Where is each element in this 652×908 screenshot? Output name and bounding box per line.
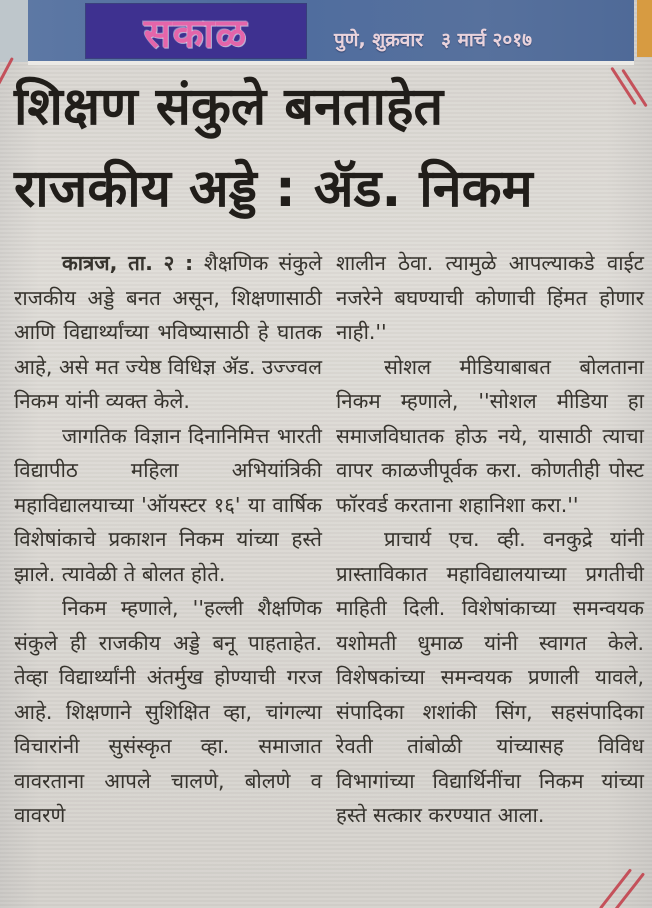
masthead-band-edge: [28, 61, 634, 65]
dateline-date: ३ मार्च २०१७: [441, 29, 533, 51]
paragraph-2-text: जागतिक विज्ञान दिनानिमित्त भारती विद्यापीठ महिला अभियांत्रिकी महाविद्यालयाच्या 'ऑयस्टर १६' या वार्षिक विशेषांकाचे प्रकाशन निकम यांच्या हस्ते झाले. त्यावेळी ते बोलत होते.: [14, 423, 322, 586]
paragraph-2: [14, 419, 322, 592]
paragraph-5: [336, 522, 644, 833]
dateline-lead: कात्रज, ता. २ :: [62, 251, 204, 275]
paragraph-1-text: शैक्षणिक संकुले राजकीय अड्डे बनत असून, शिक्षणासाठी आणि विद्यार्थ्यांच्या भविष्यासाठी हे घातक आहे, असे मत ज्येष्ठ विधिज्ञ ॲड. उज्ज्वल निकम यांनी व्यक्त केले.: [14, 251, 323, 413]
pen-mark-bottom-right-2: [612, 872, 645, 908]
paragraph-3-continued-text: शालीन ठेवा. त्यामुळे आपल्याकडे वाईट नजरेने बघण्याची कोणाची हिंमत होणार नाही.'': [336, 251, 644, 344]
right-edge-strip: [637, 0, 652, 57]
headline-line-1: शिक्षण संकुले बनताहेत: [14, 77, 444, 137]
paragraph-4-text: सोशल मीडियाबाबत बोलताना निकम म्हणाले, ''सोशल मीडिया हा समाजविघातक होऊ नये, यासाठी त्याचा वापर काळजीपूर्वक करा. कोणतीही पोस्ट फॉरवर्ड करताना शहानिशा करा.'': [336, 354, 644, 517]
paragraph-5-text: प्राचार्य एच. व्ही. वनकुद्रे यांनी प्रास्ताविकात महाविद्यालयाच्या प्रगतीची माहिती दिली. विशेषांकाच्या समन्वयक यशोमती धुमाळ यांनी स्वागत केले. विशेषकांच्या समन्वयक प्रणाली यावले, संपादिका शशांकी सिंग, सहसंपादिका रेवती तांबोळी यांच्यासह विविध विभागांच्या विद्यार्थिनींचा निकम यांच्या हस्ते सत्कार करण्यात आला.: [336, 527, 644, 827]
pen-mark-bottom-right-1: [599, 868, 632, 908]
paragraph-3-continued: [336, 246, 644, 350]
paragraph-3-text: निकम म्हणाले, ''हल्ली शैक्षणिक संकुले ही राजकीय अड्डे बनू पाहताहेत. तेव्हा विद्यार्थ्यांनी अंतर्मुख होण्याची गरज आहे. शिक्षणाने सुशिक्षित व्हा, चांगल्या विचारांनी सुसंस्कृत व्हा. समाजात वावरताना आपले चालणे, बोलणे व वावरणे: [14, 596, 322, 827]
paragraph-1: [14, 246, 322, 419]
newspaper-logo-box: [86, 4, 306, 58]
headline-line-2: राजकीय अड्डे : ॲड. निकम: [14, 159, 533, 219]
column-right: [336, 246, 644, 833]
left-edge-strip: [0, 0, 30, 62]
article-headline: [14, 66, 640, 230]
paragraph-4: [336, 350, 644, 523]
article-body: [14, 246, 644, 833]
newspaper-logo: सकाळ: [143, 10, 249, 57]
masthead-dateline: [308, 26, 558, 52]
paragraph-3: [14, 591, 322, 833]
dateline-place: पुणे, शुक्रवार: [333, 29, 424, 51]
column-left: [14, 246, 322, 833]
